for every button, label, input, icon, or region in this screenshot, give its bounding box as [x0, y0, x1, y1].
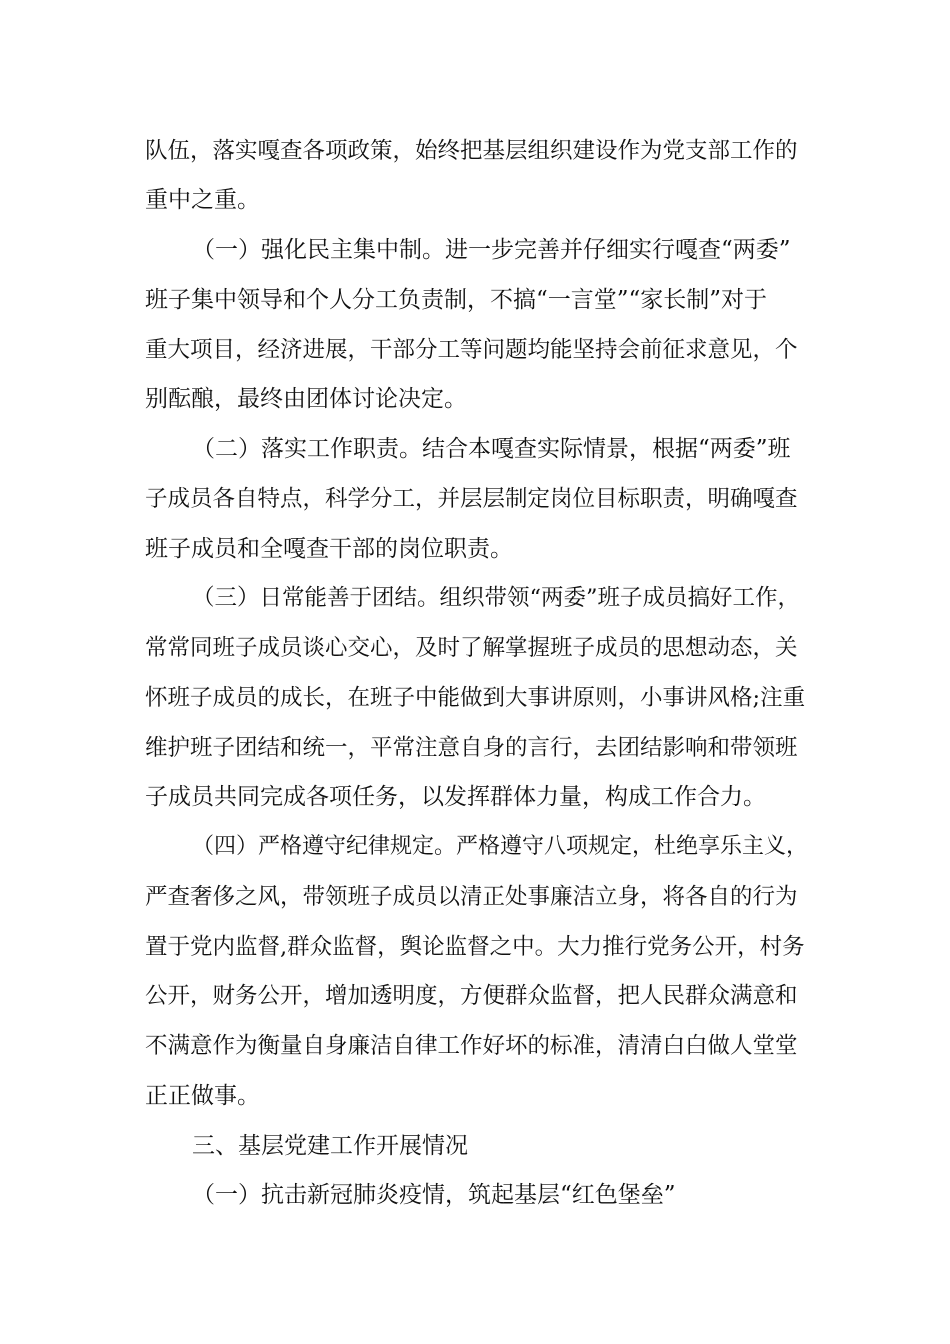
text-line: 班子成员和全嘎查干部的岗位职责。: [145, 536, 513, 562]
text-line: 置于党内监督,群众监督，舆论监督之中。大力推行党务公开，村务: [145, 934, 805, 960]
text-line: 维护班子团结和统一，平常注意自身的言行，去团结影响和带领班: [145, 735, 798, 761]
text-line: 常常同班子成员谈心交心，及时了解掌握班子成员的思想动态，关: [145, 635, 798, 661]
text-line: 班子集中领导和个人分工负责制，不搞“一言堂”“家长制”对于: [145, 287, 768, 313]
paragraph-heading-2: （二）落实工作职责。结合本嘎查实际情景，根据“两委”班: [192, 436, 791, 462]
text-line: 公开，财务公开，增加透明度，方便群众监督，把人民群众满意和: [145, 983, 798, 1009]
text-line: 怀班子成员的成长，在班子中能做到大事讲原则，小事讲风格;注重: [145, 685, 806, 711]
text-line: 队伍，落实嘎查各项政策，始终把基层组织建设作为党支部工作的: [145, 138, 798, 164]
paragraph-heading-3: （三）日常能善于团结。组织带领“两委”班子成员搞好工作，: [192, 585, 801, 611]
text-line: 不满意作为衡量自身廉洁自律工作好坏的标准，清清白白做人堂堂: [145, 1033, 798, 1059]
paragraph-heading-1: （一）强化民主集中制。进一步完善并仔细实行嘎查“两委”: [192, 237, 791, 263]
text-line: 重大项目，经济进展，干部分工等问题均能坚持会前征求意见，个: [145, 337, 798, 363]
text-line: 正正做事。: [145, 1083, 260, 1109]
text-line: 子成员各自特点，科学分工，并层层制定岗位目标职责，明确嘎查: [145, 486, 798, 512]
text-line: 重中之重。: [145, 187, 260, 213]
section-heading: 三、基层党建工作开展情况: [192, 1133, 468, 1159]
subsection-heading: （一）抗击新冠肺炎疫情，筑起基层“红色堡垒”: [192, 1182, 676, 1208]
text-line: 别酝酿，最终由团体讨论决定。: [145, 386, 467, 412]
text-line: 子成员共同完成各项任务，以发挥群体力量，构成工作合力。: [145, 784, 766, 810]
text-line: 严查奢侈之风，带领班子成员以清正处事廉洁立身，将各自的行为: [145, 884, 798, 910]
paragraph-heading-4: （四）严格遵守纪律规定。严格遵守八项规定，杜绝享乐主义，: [192, 834, 809, 859]
